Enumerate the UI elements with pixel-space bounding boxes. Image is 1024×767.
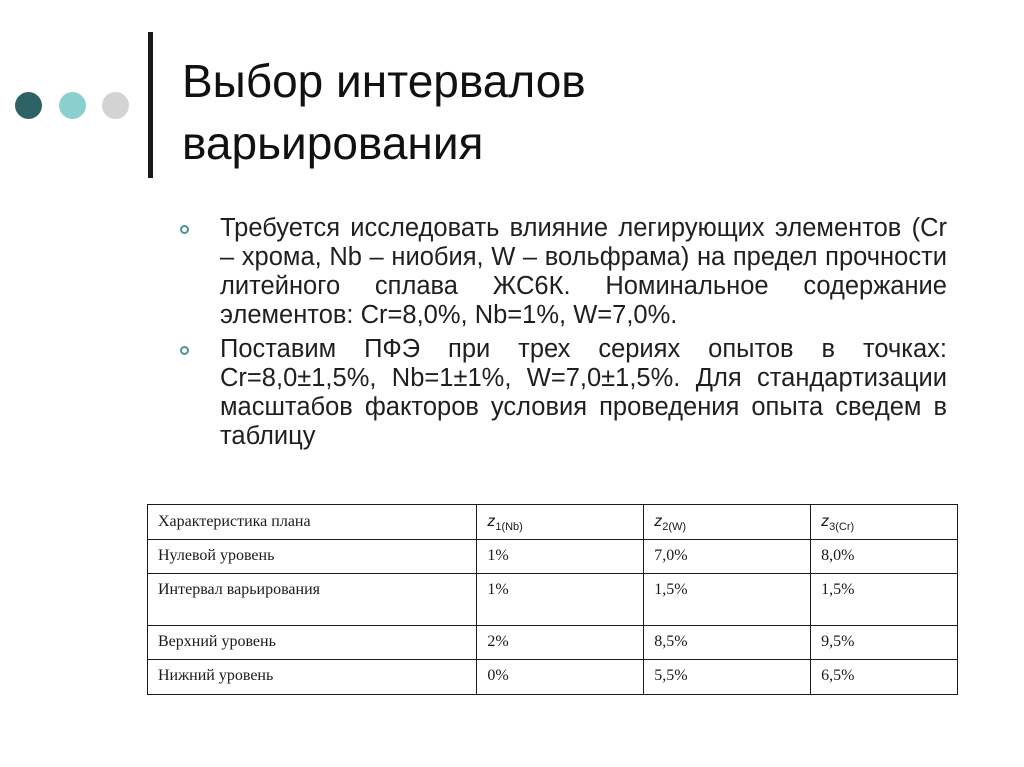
header-z2-sub: 2(W) <box>662 521 687 533</box>
row-label: Верхний уровень <box>148 626 477 660</box>
slide-title-line2: варьирования <box>182 117 484 169</box>
cell-z1: 1% <box>477 540 644 574</box>
decor-dot-grey <box>102 92 129 119</box>
header-z3-letter: z <box>821 513 830 530</box>
header-z2-letter: z <box>654 513 663 530</box>
table-row <box>148 540 958 574</box>
bullet-circle-icon <box>180 346 189 355</box>
cell-z1: 1% <box>477 574 644 626</box>
cell-z3: 9,5% <box>811 626 958 660</box>
cell-z3: 1,5% <box>811 574 958 626</box>
bullet-item <box>180 335 947 451</box>
row-label: Интервал варьирования <box>148 574 477 626</box>
bullet-text: Поставим ПФЭ при трех сериях опытов в точках: Cr=8,0±1,5%, Nb=1±1%, W=7,0±1,5%. Для стандартизации масштабов факторов условия проведения опыта сведем в таблицу <box>220 335 947 450</box>
bullet-list <box>180 214 947 456</box>
slide-title <box>182 50 982 174</box>
bullet-item <box>180 214 947 330</box>
header-z3 <box>811 505 958 540</box>
cell-z1: 2% <box>477 626 644 660</box>
decor-dot-dark <box>15 92 42 119</box>
cell-z3: 8,0% <box>811 540 958 574</box>
header-z2 <box>644 505 811 540</box>
title-divider <box>148 32 153 178</box>
table-row <box>148 626 958 660</box>
decor-dot-light <box>59 92 86 119</box>
bullet-circle-icon <box>180 225 189 234</box>
row-label: Нижний уровень <box>148 660 477 695</box>
header-z1 <box>477 505 644 540</box>
slide-title-line1: Выбор интервалов <box>182 55 586 107</box>
table-row <box>148 574 958 626</box>
row-label: Нулевой уровень <box>148 540 477 574</box>
header-characteristic: Характеристика плана <box>148 505 477 540</box>
table-header-row <box>148 505 958 540</box>
header-z1-letter: z <box>487 513 496 530</box>
cell-z3: 6,5% <box>811 660 958 695</box>
cell-z2: 1,5% <box>644 574 811 626</box>
table-row <box>148 660 958 695</box>
cell-z2: 8,5% <box>644 626 811 660</box>
cell-z2: 5,5% <box>644 660 811 695</box>
bullet-text: Требуется исследовать влияние легирующих элементов (Cr – хрома, Nb – ниобия, W – вольфрама) на предел прочности литейного сплава ЖС6К. Номинальное содержание элементов: Cr=8,0%, Nb=1%, W=7,0%. <box>220 214 947 329</box>
cell-z1: 0% <box>477 660 644 695</box>
header-z1-sub: 1(Nb) <box>495 521 523 533</box>
header-z3-sub: 3(Cr) <box>829 521 855 533</box>
cell-z2: 7,0% <box>644 540 811 574</box>
plan-table <box>147 504 958 695</box>
